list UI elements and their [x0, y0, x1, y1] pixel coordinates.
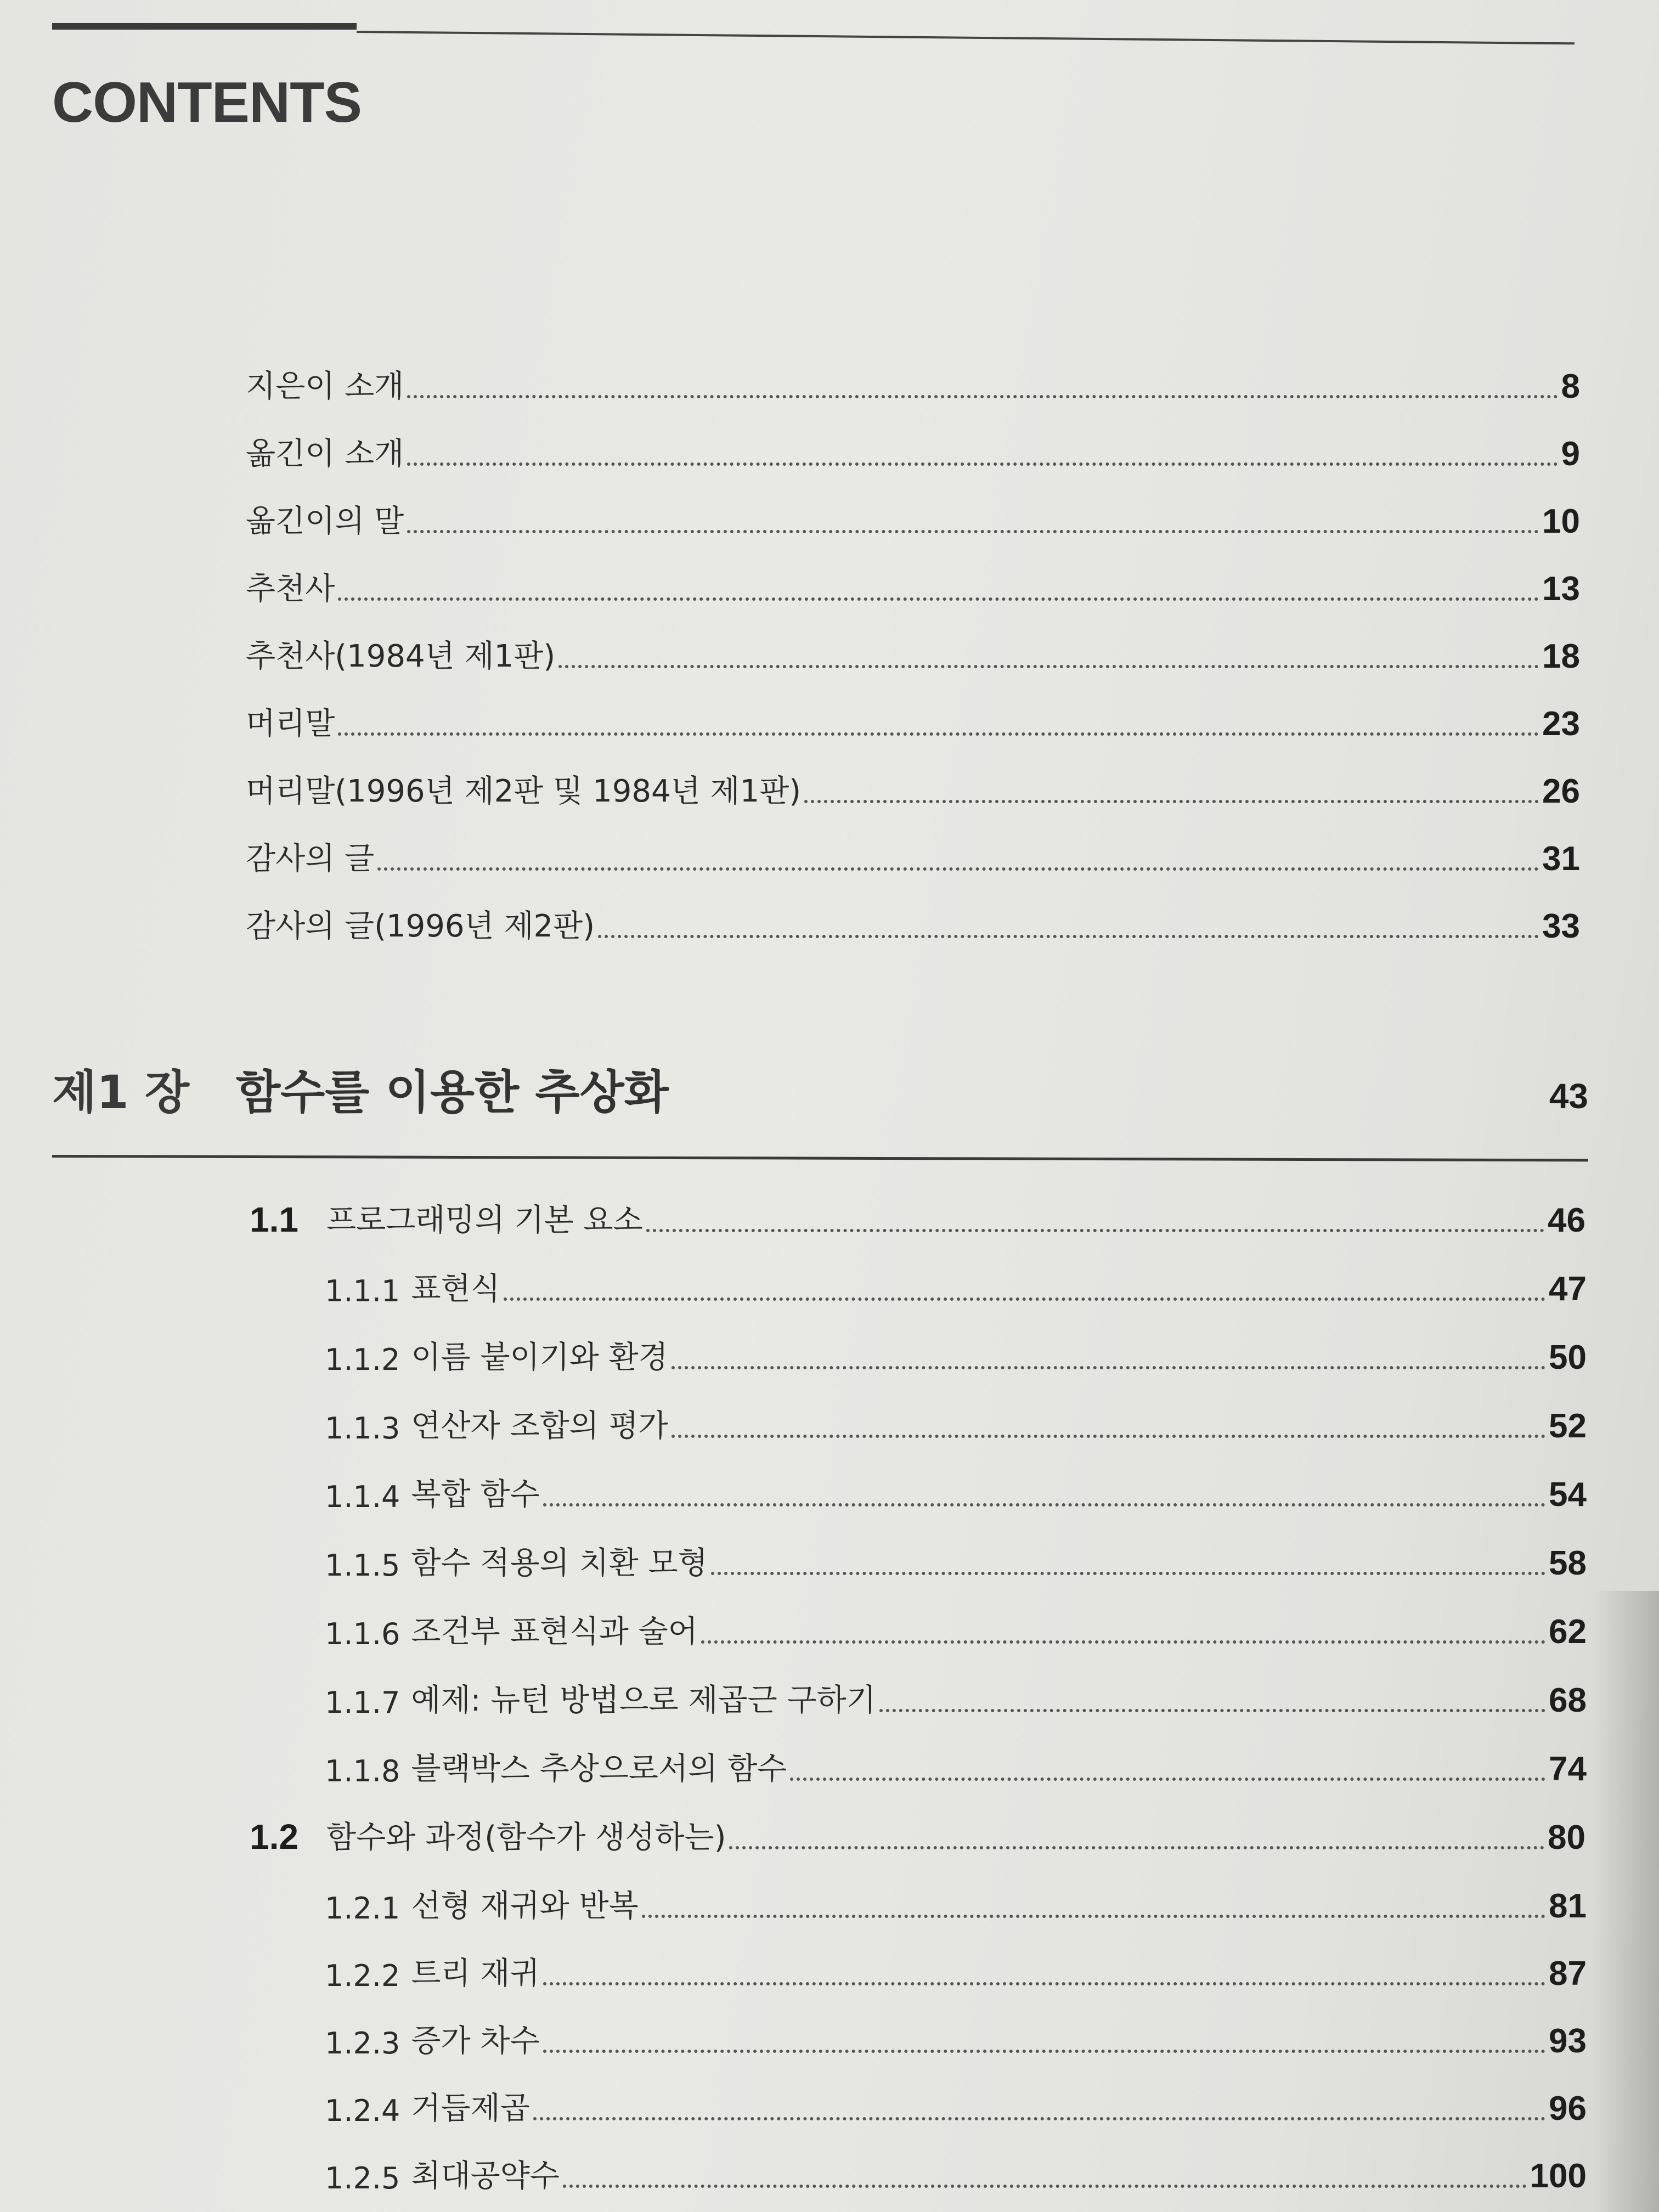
subsection-label: 블랙박스 추상으로서의 함수	[411, 1751, 787, 1787]
leader-dots	[407, 395, 1558, 398]
toc-entry-label: 지은이 소개	[246, 369, 404, 404]
subsection-label: 복합 함수	[411, 1477, 540, 1513]
subsection-page: 52	[1549, 1407, 1587, 1445]
subsection-number: 1.1.4	[325, 1480, 400, 1514]
subsection-label: 조건부 표현식과 술어	[411, 1614, 698, 1650]
toc-entry-page: 33	[1542, 907, 1580, 945]
subsection-label: 예제: 뉴턴 방법으로 제곱근 구하기	[411, 1683, 876, 1718]
toc-entry-label: 추천사(1984년 제1판)	[246, 639, 556, 674]
leader-dots	[672, 1435, 1545, 1438]
toc-entry	[246, 565, 1580, 608]
subsection-number: 1.1.2	[325, 1342, 400, 1377]
subsection-number: 1.1.3	[325, 1411, 400, 1446]
subsection-page: 87	[1549, 1955, 1587, 1993]
toc-entry-label: 머리말	[246, 706, 335, 742]
subsection-page: 74	[1549, 1750, 1587, 1788]
subsection-entry	[325, 1333, 1587, 1377]
subsection-page: 54	[1549, 1476, 1587, 1514]
leader-dots	[563, 2185, 1527, 2188]
header-rule-thin	[357, 31, 1575, 44]
leader-dots	[504, 1297, 1545, 1301]
subsection-number: 1.2.1	[325, 1891, 400, 1926]
subsection-number: 1.1.1	[325, 1274, 400, 1308]
subsection-entry	[325, 1882, 1587, 1926]
toc-entry-page: 9	[1561, 435, 1580, 473]
leader-dots	[407, 462, 1558, 466]
chapter-title: 함수를 이용한 추상화	[236, 1065, 669, 1119]
leader-dots	[598, 935, 1539, 938]
subsection-number: 1.2.2	[325, 1959, 400, 1993]
subsection-entry	[325, 1402, 1587, 1446]
toc-entry	[246, 902, 1580, 946]
toc-entry	[246, 834, 1580, 878]
subsection-label: 표현식	[411, 1271, 500, 1307]
toc-entry-page: 23	[1542, 705, 1580, 743]
toc-entry-label: 감사의 글(1996년 제2판)	[246, 909, 595, 944]
subsection-number: 1.1.5	[325, 1548, 400, 1583]
header-rule-thick	[52, 23, 357, 30]
subsection-entry	[325, 1676, 1587, 1720]
leader-dots	[338, 732, 1539, 736]
chapter-number: 제1 장	[52, 1065, 189, 1119]
leader-dots	[711, 1572, 1545, 1575]
section-entry	[250, 1813, 1585, 1857]
toc-entry	[246, 362, 1580, 406]
toc-entry-page: 31	[1542, 840, 1580, 878]
subsection-page: 58	[1549, 1544, 1587, 1582]
leader-dots	[407, 530, 1539, 533]
subsection-label: 함수 적용의 치환 모형	[411, 1545, 708, 1581]
subsection-number: 1.1.7	[325, 1685, 400, 1720]
subsection-page: 100	[1530, 2157, 1587, 2195]
subsection-page: 93	[1549, 2022, 1587, 2060]
section-page: 46	[1548, 1201, 1585, 1239]
leader-dots	[543, 1503, 1545, 1506]
subsection-page: 50	[1549, 1339, 1587, 1376]
subsection-entry	[325, 2152, 1587, 2196]
toc-entry	[246, 767, 1580, 811]
subsection-number: 1.2.3	[325, 2026, 400, 2061]
section-page: 80	[1548, 1819, 1585, 1857]
chapter-heading	[52, 1062, 1588, 1122]
leader-dots	[804, 800, 1539, 803]
subsection-entry	[325, 1745, 1587, 1788]
subsection-entry	[325, 1949, 1587, 1993]
subsection-label: 이름 붙이기와 환경	[411, 1340, 668, 1375]
section-number: 1.2	[250, 1817, 298, 1857]
toc-entry-label: 감사의 글	[246, 841, 375, 877]
section-number: 1.1	[250, 1200, 298, 1239]
toc-entry-label: 머리말(1996년 제2판 및 1984년 제1판)	[246, 774, 802, 809]
subsection-label: 증가 차수	[411, 2023, 540, 2059]
toc-entry	[246, 497, 1580, 541]
subsection-number: 1.1.6	[325, 1617, 400, 1651]
subsection-number: 1.1.8	[325, 1754, 400, 1788]
toc-entry-page: 10	[1542, 503, 1580, 540]
chapter-page: 43	[1549, 1076, 1588, 1116]
leader-dots	[701, 1640, 1545, 1644]
toc-entry	[246, 632, 1580, 676]
page-title: CONTENTS	[52, 71, 362, 134]
subsection-entry	[325, 1607, 1587, 1651]
subsection-entry	[325, 1265, 1587, 1308]
toc-entry-page: 26	[1542, 772, 1580, 810]
leader-dots	[879, 1709, 1545, 1712]
subsection-label: 최대공약수	[411, 2158, 560, 2194]
toc-entry	[246, 699, 1580, 743]
chapter-rule	[52, 1155, 1588, 1161]
leader-dots	[338, 597, 1539, 601]
toc-entry-label: 옮긴이 소개	[246, 436, 404, 472]
subsection-page: 62	[1549, 1613, 1587, 1651]
toc-entry	[246, 430, 1580, 473]
page-edge-shadow	[1593, 1591, 1659, 2212]
subsection-page: 81	[1549, 1887, 1587, 1925]
leader-dots	[558, 665, 1539, 668]
subsection-entry	[325, 2017, 1587, 2061]
leader-dots	[543, 1982, 1545, 1985]
section-label: 함수와 과정(함수가 생성하는)	[326, 1820, 726, 1855]
leader-dots	[642, 1915, 1545, 1918]
toc-entry-page: 18	[1542, 637, 1580, 675]
section-entry	[250, 1196, 1585, 1240]
leader-dots	[377, 867, 1539, 871]
leader-dots	[543, 2050, 1545, 2053]
subsection-number: 1.2.4	[325, 2094, 400, 2128]
leader-dots	[533, 2117, 1545, 2120]
toc-entry-label: 추천사	[246, 571, 335, 607]
subsection-label: 거듭제곱	[411, 2091, 530, 2126]
subsection-page: 68	[1549, 1681, 1587, 1719]
subsection-number: 1.2.5	[325, 2161, 400, 2196]
subsection-label: 선형 재귀와 반복	[411, 1888, 639, 1924]
subsection-page: 96	[1549, 2090, 1587, 2128]
leader-dots	[646, 1229, 1544, 1232]
subsection-label: 트리 재귀	[411, 1956, 540, 1991]
subsection-entry	[325, 1539, 1587, 1583]
subsection-page: 47	[1549, 1270, 1587, 1308]
leader-dots	[672, 1366, 1545, 1369]
toc-entry-page: 13	[1542, 570, 1580, 608]
subsection-entry	[325, 2084, 1587, 2128]
leader-dots	[790, 1778, 1545, 1781]
toc-entry-label: 옮긴이의 말	[246, 504, 404, 539]
subsection-entry	[325, 1470, 1587, 1514]
subsection-label: 연산자 조합의 평가	[411, 1408, 668, 1444]
leader-dots	[729, 1846, 1544, 1849]
toc-entry-page: 8	[1561, 368, 1580, 405]
section-label: 프로그래밍의 기본 요소	[326, 1203, 643, 1238]
